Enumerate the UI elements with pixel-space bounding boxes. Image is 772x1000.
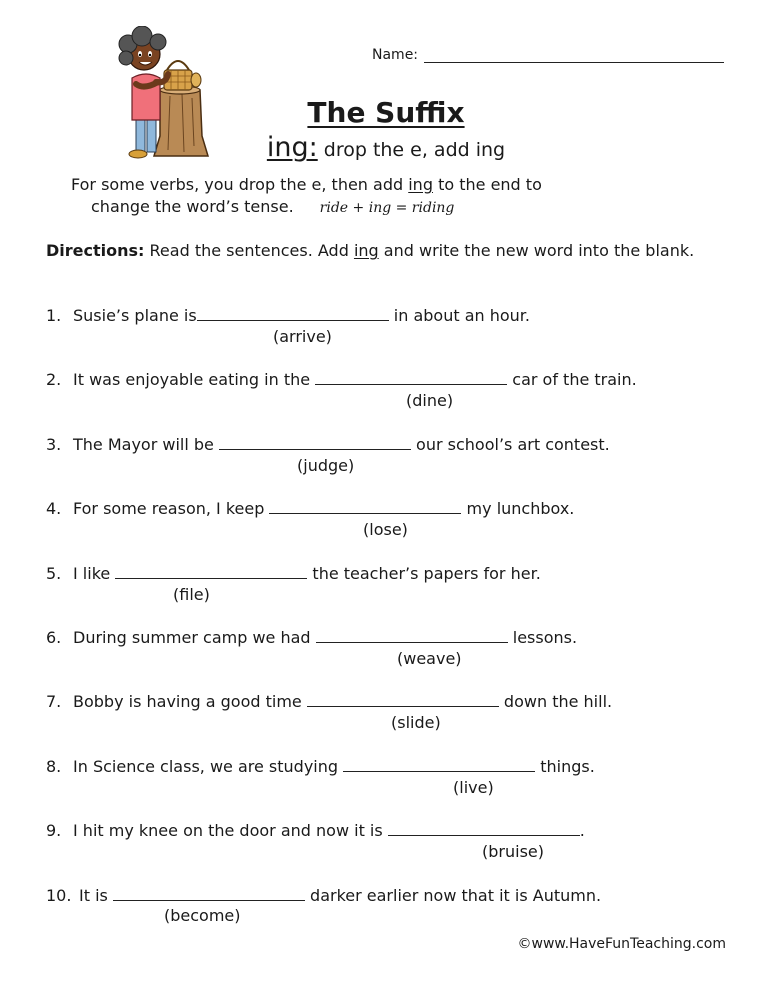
answer-blank[interactable] [113,885,305,901]
name-label: Name: [372,47,419,63]
answer-blank[interactable] [316,627,508,643]
answer-blank[interactable] [343,756,535,772]
hint-6: (weave) [397,649,462,668]
answer-blank[interactable] [307,691,499,707]
answer-blank[interactable] [269,498,461,514]
hint-3: (judge) [297,456,355,475]
question-10: 10. It is darker earlier now that it is Autumn. [46,886,602,905]
page-title: The Suffix [307,96,465,129]
hint-10: (become) [164,906,241,925]
answer-blank[interactable] [388,820,580,836]
question-5: 5. I like the teacher’s papers for her. [46,564,541,583]
question-1: 1. Susie’s plane is in about an hour. [46,306,530,325]
subtitle-rule: drop the e, add ing [323,139,506,161]
question-2: 2. It was enjoyable eating in the car of the train. [46,370,637,389]
answer-blank[interactable] [115,563,307,579]
question-6: 6. During summer camp we had lessons. [46,628,578,647]
hint-7: (slide) [391,713,441,732]
question-3: 3. The Mayor will be our school’s art contest. [46,435,610,454]
hint-2: (dine) [406,391,454,410]
question-9: 9. I hit my knee on the door and now it is . [46,821,585,840]
directions-label: Directions: [46,241,145,260]
question-8: 8. In Science class, we are studying things. [46,757,595,776]
name-blank-line[interactable] [424,46,724,63]
answer-blank[interactable] [219,434,411,450]
name-field[interactable] [372,46,724,63]
hint-8: (live) [453,778,494,797]
page-subtitle [0,132,772,163]
answer-blank[interactable] [197,305,389,321]
intro-line-2: change the word’s tense. ride + ing = riding [91,197,455,216]
hint-1: (arrive) [273,327,332,346]
answer-blank[interactable] [315,369,507,385]
subtitle-suffix: ing: [266,132,318,163]
copyright-footer: ©www.HaveFunTeaching.com [517,936,726,952]
example-formula: ride + ing = riding [319,200,455,216]
intro-line-1: For some verbs, you drop the e, then add ing to the end to [71,175,542,194]
question-7: 7. Bobby is having a good time down the hill. [46,692,613,711]
hint-5: (file) [173,585,210,604]
hint-9: (bruise) [482,842,544,861]
question-4: 4. For some reason, I keep my lunchbox. [46,499,575,518]
directions: Directions: Read the sentences. Add ing and write the new word into the blank. [46,241,695,260]
hint-4: (lose) [363,520,408,539]
